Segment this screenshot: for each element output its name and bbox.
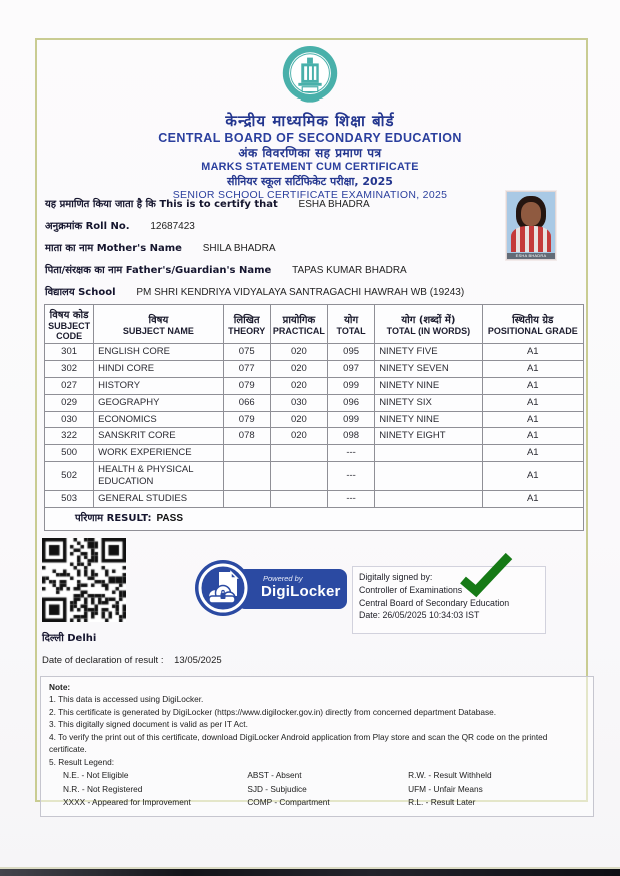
table-cell (223, 445, 270, 462)
table-cell: A1 (482, 445, 583, 462)
signer-name: Controller of Examinations (359, 584, 463, 595)
place-label: दिल्ली Delhi (42, 633, 97, 644)
table-cell: 066 (223, 394, 270, 411)
table-row (45, 394, 584, 411)
legend-item: ABST - Absent (247, 770, 302, 781)
table-cell: 302 (45, 360, 94, 377)
table-cell: HINDI CORE (94, 360, 223, 377)
note-item: 2. This certificate is generated by DigiLocker (https://www.digilocker.gov.in) directly from concerned department Database. (49, 706, 497, 717)
note-item: 4. To verify the print out of this certificate, download DigiLocker Android application from Play store and scan the QR code on the printed certificate. (49, 731, 548, 755)
table-cell: GENERAL STUDIES (94, 490, 223, 507)
note-item: 5. Result Legend: (49, 756, 115, 767)
result-row (45, 507, 584, 531)
green-check-icon (457, 553, 515, 599)
table-cell: 020 (270, 428, 327, 445)
photo-caption: ESHA BHADRA (507, 253, 555, 259)
scan-bottom-edge (0, 869, 620, 876)
table-cell: 075 (223, 344, 270, 361)
photo-shirt (511, 226, 551, 252)
notes-list (49, 693, 585, 768)
table-cell (223, 490, 270, 507)
table-cell: A1 (482, 428, 583, 445)
mother-name: SHILA BHADRA (202, 243, 276, 254)
signature-date: Date: 26/05/2025 10:34:03 IST (359, 610, 480, 621)
table-cell: A1 (482, 360, 583, 377)
table-cell: GEOGRAPHY (94, 394, 223, 411)
table-row (45, 428, 584, 445)
certificate-header (40, 112, 580, 202)
exam-title-english: SENIOR SCHOOL CERTIFICATE EXAMINATION, 2025 (172, 188, 448, 201)
table-cell (223, 462, 270, 491)
note-item: 3. This digitally signed document is valid as per IT Act. (49, 719, 248, 730)
table-cell: 096 (328, 394, 375, 411)
legend-column (247, 769, 408, 810)
legend-item: UFM - Unfair Means (408, 783, 483, 794)
declaration-label: Date of declaration of result : (42, 655, 164, 666)
legend-item: SJD - Subjudice (247, 783, 307, 794)
table-cell: 030 (270, 394, 327, 411)
notes-box (40, 676, 594, 817)
roll-row (45, 218, 585, 232)
table-cell (270, 490, 327, 507)
cbse-logo-icon (278, 44, 342, 112)
declaration-row (42, 655, 222, 666)
table-cell (270, 462, 327, 491)
table-cell: A1 (482, 377, 583, 394)
table-cell: NINETY EIGHT (375, 428, 482, 445)
legend-item: COMP - Compartment (247, 797, 330, 808)
table-cell: 098 (328, 428, 375, 445)
student-photo (506, 191, 556, 260)
table-cell: 503 (45, 490, 94, 507)
column-header: योग TOTAL (328, 305, 375, 344)
table-cell: NINETY NINE (375, 411, 482, 428)
notes-title: Note: (49, 682, 71, 692)
student-details (45, 196, 585, 306)
table-cell: A1 (482, 411, 583, 428)
marks-table-head (45, 305, 584, 344)
table-cell (375, 490, 482, 507)
table-cell: 095 (328, 344, 375, 361)
result-label: परिणाम RESULT: (75, 512, 152, 524)
table-cell: 077 (223, 360, 270, 377)
legend-item: N.R. - Not Registered (63, 783, 143, 794)
table-cell: ENGLISH CORE (94, 344, 223, 361)
table-cell: 097 (328, 360, 375, 377)
column-header: योग (शब्दों में) TOTAL (IN WORDS) (375, 305, 482, 344)
table-cell (375, 462, 482, 491)
table-cell: 500 (45, 445, 94, 462)
table-cell: 029 (45, 394, 94, 411)
table-cell: 020 (270, 360, 327, 377)
table-cell: 079 (223, 377, 270, 394)
table-cell: 020 (270, 344, 327, 361)
mother-row (45, 240, 585, 254)
table-cell: 027 (45, 377, 94, 394)
school-name: PM SHRI KENDRIYA VIDYALAYA SANTRAGACHI HAWRAH WB (19243) (136, 287, 465, 298)
table-cell: --- (328, 490, 375, 507)
table-cell: A1 (482, 462, 583, 491)
table-row (45, 490, 584, 507)
board-name-hindi: केन्द्रीय माध्यमिक शिक्षा बोर्ड (225, 112, 395, 130)
father-name: TAPAS KUMAR BHADRA (292, 265, 407, 276)
table-cell: A1 (482, 490, 583, 507)
table-cell: --- (328, 462, 375, 491)
table-cell: 020 (270, 411, 327, 428)
table-cell: --- (328, 445, 375, 462)
legend-item: R.L. - Result Later (408, 797, 476, 808)
digilocker-cloud-lock-icon (195, 560, 251, 616)
table-row (45, 462, 584, 491)
digilocker-badge (195, 560, 347, 618)
table-row (45, 377, 584, 394)
table-cell: SANSKRIT CORE (94, 428, 223, 445)
table-cell: NINETY FIVE (375, 344, 482, 361)
table-cell: NINETY SEVEN (375, 360, 482, 377)
column-header: विषय कोड SUBJECT CODE (45, 305, 94, 344)
table-cell: 502 (45, 462, 94, 491)
table-row (45, 360, 584, 377)
table-cell: NINETY SIX (375, 394, 482, 411)
table-row (45, 445, 584, 462)
table-cell: NINETY NINE (375, 377, 482, 394)
qr-code-icon (42, 538, 126, 622)
student-name: ESHA BHADRA (298, 199, 370, 210)
table-row (45, 411, 584, 428)
marks-table-body (45, 344, 584, 531)
column-header: स्थितीय ग्रेड POSITIONAL GRADE (482, 305, 583, 344)
exam-title-hindi: सीनियर स्कूल सर्टिफिकेट परीक्षा, 2025 (227, 174, 393, 188)
table-cell: A1 (482, 394, 583, 411)
mother-label: माता का नाम Mother's Name (45, 243, 182, 254)
legend-column (408, 769, 585, 810)
table-row (45, 344, 584, 361)
table-cell: 030 (45, 411, 94, 428)
digilocker-brand-label: DigiLocker (261, 583, 341, 600)
declaration-date: 13/05/2025 (174, 655, 222, 666)
board-name-english: CENTRAL BOARD OF SECONDARY EDUCATION (158, 130, 462, 145)
marks-table (44, 304, 584, 531)
legend-item: N.E. - Not Eligible (63, 770, 129, 781)
legend-item: R.W. - Result Withheld (408, 770, 492, 781)
result-cell (45, 507, 584, 531)
certify-label: यह प्रमाणित किया जाता है कि This is to certify that (45, 199, 278, 210)
signed-by-label: Digitally signed by: (359, 572, 433, 582)
roll-number: 12687423 (150, 221, 195, 232)
result-legend (49, 769, 585, 810)
table-cell: 020 (270, 377, 327, 394)
column-header: प्रायोगिक PRACTICAL (270, 305, 327, 344)
column-header: विषय SUBJECT NAME (94, 305, 223, 344)
father-label: पिता/संरक्षक का नाम Father's/Guardian's Name (45, 265, 272, 276)
table-cell: A1 (482, 344, 583, 361)
note-item: 1. This data is accessed using DigiLocker. (49, 694, 204, 705)
photo-face (521, 202, 541, 226)
table-cell: HEALTH & PHYSICAL EDUCATION (94, 462, 223, 491)
table-cell: WORK EXPERIENCE (94, 445, 223, 462)
table-cell: ECONOMICS (94, 411, 223, 428)
result-value: PASS (156, 512, 183, 524)
powered-by-label: Powered by (263, 574, 303, 583)
legend-column (49, 769, 247, 810)
certify-row (45, 196, 585, 210)
table-cell: 099 (328, 377, 375, 394)
school-row (45, 284, 585, 298)
table-cell: 322 (45, 428, 94, 445)
signature-box (352, 566, 546, 634)
signer-org: Central Board of Secondary Education (359, 597, 510, 608)
roll-label: अनुक्रमांक Roll No. (45, 221, 130, 232)
table-cell (375, 445, 482, 462)
table-cell: 099 (328, 411, 375, 428)
school-label: विद्यालय School (45, 287, 116, 298)
column-header: लिखित THEORY (223, 305, 270, 344)
table-cell: 079 (223, 411, 270, 428)
table-cell (270, 445, 327, 462)
father-row (45, 262, 585, 276)
marks-section (44, 304, 584, 531)
table-cell: 078 (223, 428, 270, 445)
doc-title-english: MARKS STATEMENT CUM CERTIFICATE (201, 161, 419, 174)
legend-item: XXXX - Appeared for Improvement (63, 797, 191, 808)
table-cell: HISTORY (94, 377, 223, 394)
doc-title-hindi: अंक विवरणिका सह प्रमाण पत्र (238, 146, 382, 161)
table-cell: 301 (45, 344, 94, 361)
